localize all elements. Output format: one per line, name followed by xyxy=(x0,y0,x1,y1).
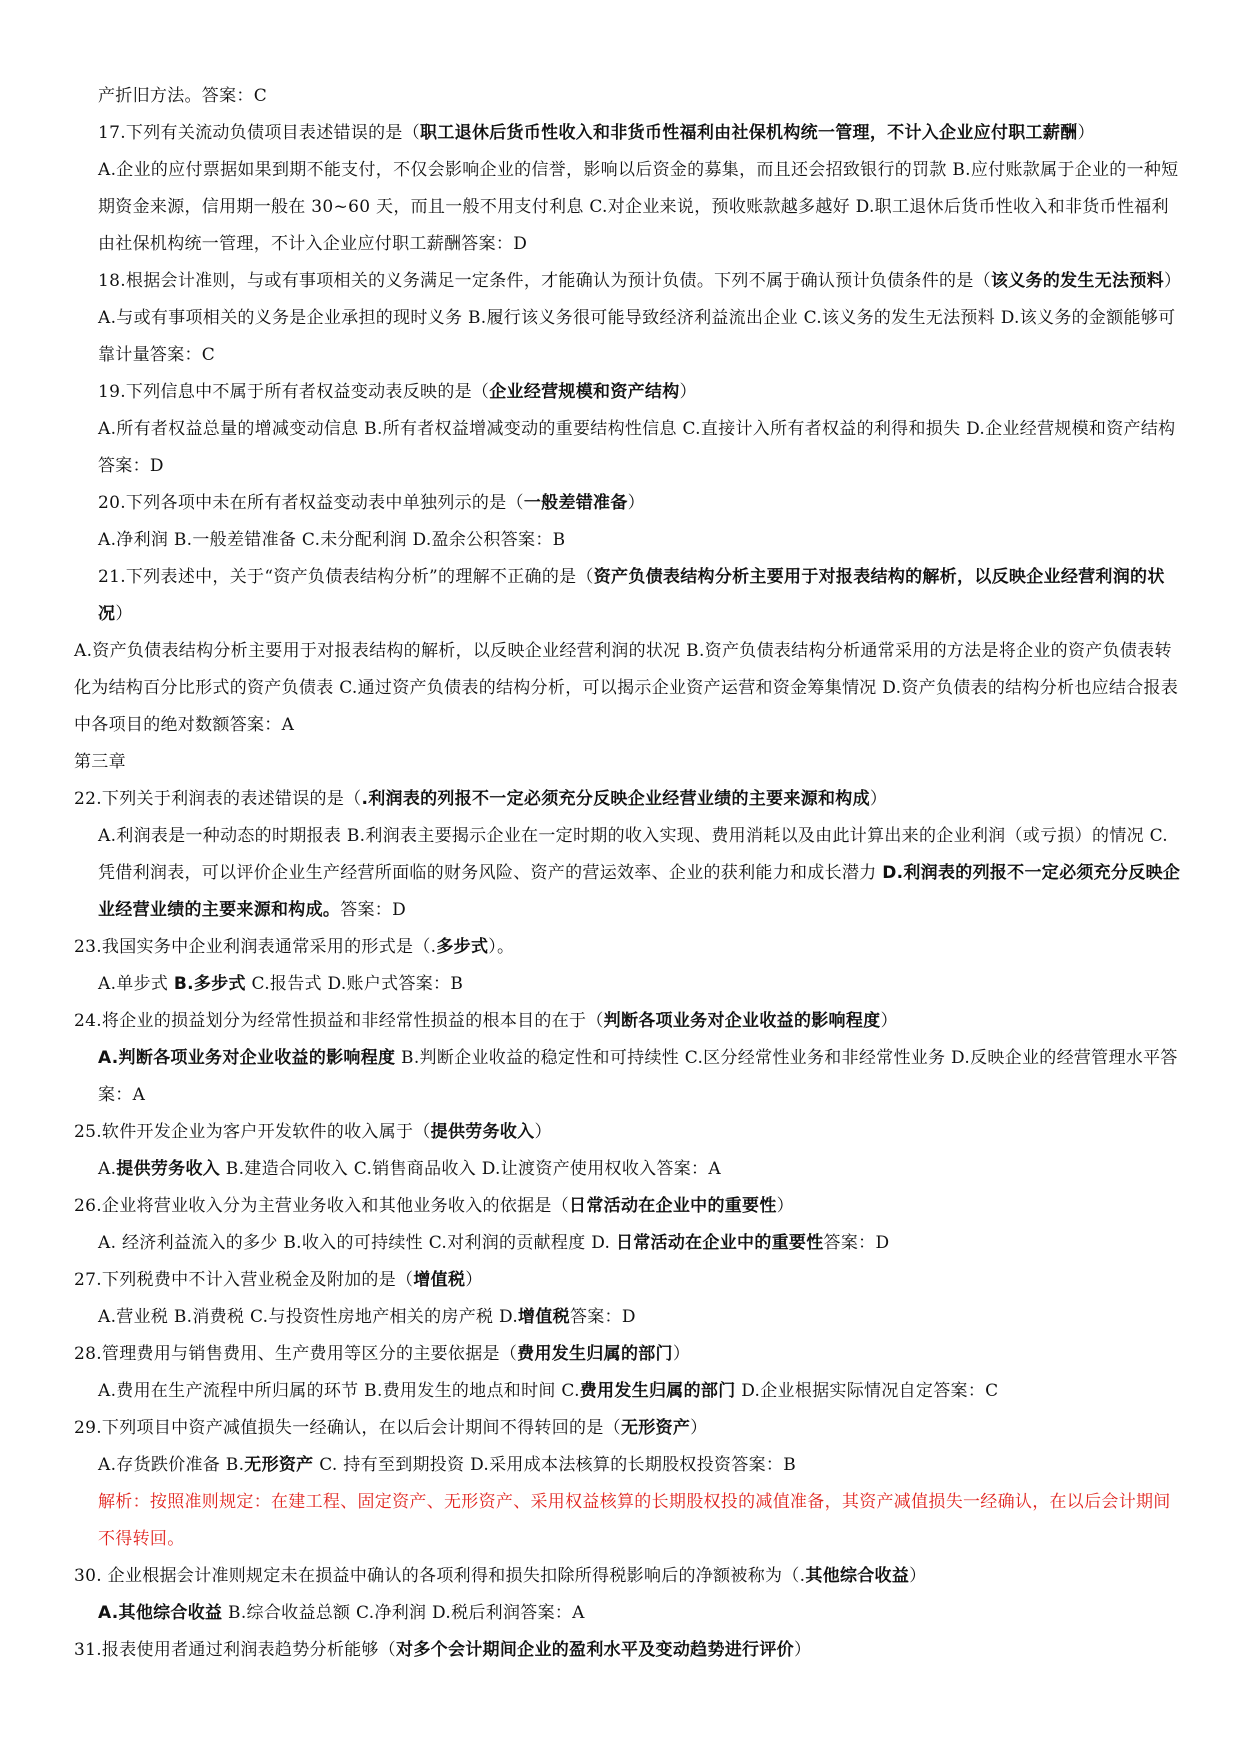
text-run: C. 持有至到期投资 D.采用成本法核算的长期股权投资答案：B xyxy=(313,1455,797,1475)
text-paragraph xyxy=(74,115,1181,152)
text-paragraph xyxy=(74,1262,1181,1299)
text-paragraph xyxy=(74,1484,1181,1558)
text-paragraph xyxy=(74,1040,1181,1114)
text-run: ） xyxy=(793,1640,812,1660)
text-paragraph xyxy=(74,1188,1181,1225)
answer-highlight: 费用发生归属的部门 xyxy=(579,1381,736,1401)
text-run: 答案：D xyxy=(340,900,407,920)
text-run: A.资产负债表结构分析主要用于对报表结构的解析，以反映企业经营利润的状况 B.资产负债表结构分析通常采用的方法是将企业的资产负债表转化为结构百分比形式的资产负债表 C.通过资产负债表的结构分析，可以揭示企业资产运营和资金筹集情况 D.资产负债表的结构分析也应结合报表中各项目的绝对数额答案：A xyxy=(74,641,1179,735)
answer-highlight: 对多个会计期间企业的盈利水平及变动趋势进行评价 xyxy=(396,1640,794,1660)
text-run: 26.企业将营业收入分为主营业务收入和其他业务收入的依据是（ xyxy=(74,1196,570,1216)
answer-highlight: 企业经营规模和资产结构 xyxy=(489,382,680,402)
answer-highlight: A.其他综合收益 xyxy=(98,1603,223,1623)
text-run: ） xyxy=(776,1196,794,1216)
answer-highlight: 提供劳务收入 xyxy=(116,1159,221,1179)
answer-highlight: 该义务的发生无法预料 xyxy=(990,271,1164,291)
answer-highlight: 无形资产 xyxy=(244,1455,314,1475)
answer-highlight: 判断各项业务对企业收益的影响程度 xyxy=(603,1011,881,1031)
text-paragraph xyxy=(74,1558,1181,1595)
text-run: B.综合收益总额 C.净利润 D.税后利润答案：A xyxy=(222,1603,585,1623)
text-run: ） xyxy=(627,493,645,513)
text-paragraph xyxy=(74,374,1181,411)
text-paragraph xyxy=(74,1299,1181,1336)
text-paragraph xyxy=(74,1447,1181,1484)
text-run: 28.管理费用与销售费用、生产费用等区分的主要依据是（ xyxy=(74,1344,518,1364)
text-paragraph xyxy=(74,1003,1181,1040)
text-run: ） xyxy=(672,1344,691,1364)
answer-highlight: 多步式 xyxy=(436,937,489,957)
text-run: 17.下列有关流动负债项目表述错误的是（ xyxy=(98,123,421,143)
text-run: ） xyxy=(115,604,133,624)
text-run: A.企业的应付票据如果到期不能支付，不仅会影响企业的信誉，影响以后资金的募集，而且还会招致银行的罚款 B.应付账款属于企业的一种短期资金来源，信用期一般在 30~60 天，而且一般不用支付利息 C.对企业来说，预收账款越多越好 D.职工退休后货币性收入和非货币性福利由社保机构统一管理，不计入企业应付职工薪酬答案：D xyxy=(98,160,1179,254)
text-run: ）A.与或有事项相关的义务是企业承担的现时义务 B.履行该义务很可能导致经济利益流出企业 C.该义务的发生无法预料 D.该义务的金额能够可靠计量答案：C xyxy=(98,271,1176,365)
text-run: ） xyxy=(869,789,888,809)
text-run: A.利润表是一种动态的时期报表 B.利润表主要揭示企业在一定时期的收入实现、费用消耗以及由此计算出来的企业利润（或亏损）的情况 C.凭借利润表，可以评价企业生产经营所面临的财务风险、资产的营运效率、企业的获利能力和成长潜力 xyxy=(98,826,1168,883)
answer-highlight: A.判断各项业务对企业收益的影响程度 xyxy=(98,1048,396,1068)
text-paragraph xyxy=(74,485,1181,522)
answer-highlight: B.多步式 xyxy=(173,974,246,994)
answer-highlight: 日常活动在企业中的重要性 xyxy=(569,1196,777,1216)
text-paragraph xyxy=(74,1151,1181,1188)
text-run: 30. 企业根据会计准则规定未在损益中确认的各项利得和损失扣除所得税影响后的净额被称为（. xyxy=(74,1566,806,1586)
text-run: A.所有者权益总量的增减变动信息 B.所有者权益增减变动的重要结构性信息 C.直接计入所有者权益的利得和损失 D.企业经营规模和资产结构答案：D xyxy=(98,419,1176,476)
text-run: 21.下列表述中，关于“资产负债表结构分析”的理解不正确的是（ xyxy=(98,567,594,587)
text-run: ） xyxy=(880,1011,898,1031)
text-run: C.报告式 D.账户式答案：B xyxy=(245,974,464,994)
text-run: 第三章 xyxy=(74,752,126,772)
answer-highlight: 提供劳务收入 xyxy=(430,1122,535,1142)
text-paragraph xyxy=(74,781,1181,818)
text-paragraph xyxy=(74,966,1181,1003)
text-run: 解析：按照准则规定：在建工程、固定资产、无形资产、采用权益核算的长期股权投的减值准备，其资产减值损失一经确认，在以后会计期间不得转回。 xyxy=(98,1492,1171,1549)
text-run: 19.下列信息中不属于所有者权益变动表反映的是（ xyxy=(98,382,490,402)
text-run: A. xyxy=(98,1159,117,1179)
answer-highlight: 增值税 xyxy=(518,1307,570,1327)
answer-highlight: D.利润表的列报不一定必须充分反映企业经营业绩的主要来源和构成。 xyxy=(98,863,1181,920)
text-run: 25.软件开发企业为客户开发软件的收入属于（ xyxy=(74,1122,431,1142)
text-run: A. 经济利益流入的多少 B.收入的可持续性 C.对利润的贡献程度 D. xyxy=(98,1233,616,1253)
text-run: 31.报表使用者通过利润表趋势分析能够（ xyxy=(74,1640,397,1660)
text-run: A.单步式 xyxy=(98,974,174,994)
text-run: 24.将企业的损益划分为经常性损益和非经常性损益的根本目的在于（ xyxy=(74,1011,604,1031)
text-paragraph xyxy=(74,633,1181,744)
text-paragraph xyxy=(74,411,1181,485)
text-run: 23.我国实务中企业利润表通常采用的形式是（. xyxy=(74,937,437,957)
answer-highlight: 资产负债表结构分析主要用于对报表结构的解析，以反映企业经营利润的状况 xyxy=(98,567,1165,624)
text-run: D.企业根据实际情况自定答案：C xyxy=(735,1381,999,1401)
text-run: 29.下列项目中资产减值损失一经确认，在以后会计期间不得转回的是（ xyxy=(74,1418,621,1438)
text-run: ）。 xyxy=(488,937,515,957)
answer-highlight: 增值税 xyxy=(413,1270,466,1290)
text-run: 22.下列关于利润表的表述错误的是（ xyxy=(74,789,362,809)
text-run: ） xyxy=(1077,123,1095,143)
text-run: 产折旧方法。答案：C xyxy=(98,86,268,106)
answer-highlight: 一般差错准备 xyxy=(523,493,628,513)
answer-highlight: .利润表的列报不一定必须充分反映企业经营业绩的主要来源和构成 xyxy=(361,789,870,809)
text-run: 27.下列税费中不计入营业税金及附加的是（ xyxy=(74,1270,414,1290)
text-run: B.建造合同收入 C.销售商品收入 D.让渡资产使用权收入答案：A xyxy=(220,1159,721,1179)
text-paragraph xyxy=(74,818,1181,929)
answer-highlight: 其他综合收益 xyxy=(805,1566,910,1586)
text-paragraph xyxy=(74,1410,1181,1447)
text-run: ） xyxy=(465,1270,483,1290)
text-paragraph xyxy=(74,1632,1181,1669)
text-run: ） xyxy=(534,1122,552,1142)
text-run: B.判断企业收益的稳定性和可持续性 C.区分经常性业务和非经常性业务 D.反映企业的经营管理水平答案：A xyxy=(98,1048,1178,1105)
text-run: 20.下列各项中未在所有者权益变动表中单独列示的是（ xyxy=(98,493,524,513)
text-run: 答案：D xyxy=(569,1307,636,1327)
text-paragraph xyxy=(74,263,1181,374)
text-run: 答案：D xyxy=(823,1233,890,1253)
text-run: 18.根据会计准则，与或有事项相关的义务满足一定条件，才能确认为预计负债。下列不属于确认预计负债条件的是（ xyxy=(98,271,991,291)
text-paragraph xyxy=(74,1225,1181,1262)
text-paragraph xyxy=(74,559,1181,633)
answer-highlight: 费用发生归属的部门 xyxy=(517,1344,673,1364)
text-run: A.净利润 B.一般差错准备 C.未分配利润 D.盈余公积答案：B xyxy=(98,530,566,550)
text-paragraph xyxy=(74,1373,1181,1410)
text-paragraph xyxy=(74,1114,1181,1151)
text-paragraph xyxy=(74,152,1181,263)
answer-highlight: 职工退休后货币性收入和非货币性福利由社保机构统一管理，不计入企业应付职工薪酬 xyxy=(420,123,1078,143)
text-paragraph xyxy=(74,1595,1181,1632)
answer-highlight: 无形资产 xyxy=(620,1418,691,1438)
text-paragraph xyxy=(74,744,1181,781)
text-paragraph xyxy=(74,929,1181,966)
text-run: A.费用在生产流程中所归属的环节 B.费用发生的地点和时间 C. xyxy=(98,1381,580,1401)
text-run: ） xyxy=(679,382,697,402)
text-paragraph xyxy=(74,1336,1181,1373)
answer-highlight: 日常活动在企业中的重要性 xyxy=(615,1233,824,1253)
text-run: ） xyxy=(909,1566,927,1586)
text-paragraph xyxy=(74,522,1181,559)
text-run: ） xyxy=(690,1418,708,1438)
text-run: A.营业税 B.消费税 C.与投资性房地产相关的房产税 D. xyxy=(98,1307,519,1327)
text-run: A.存货跌价准备 B. xyxy=(98,1455,245,1475)
text-paragraph xyxy=(74,78,1181,115)
